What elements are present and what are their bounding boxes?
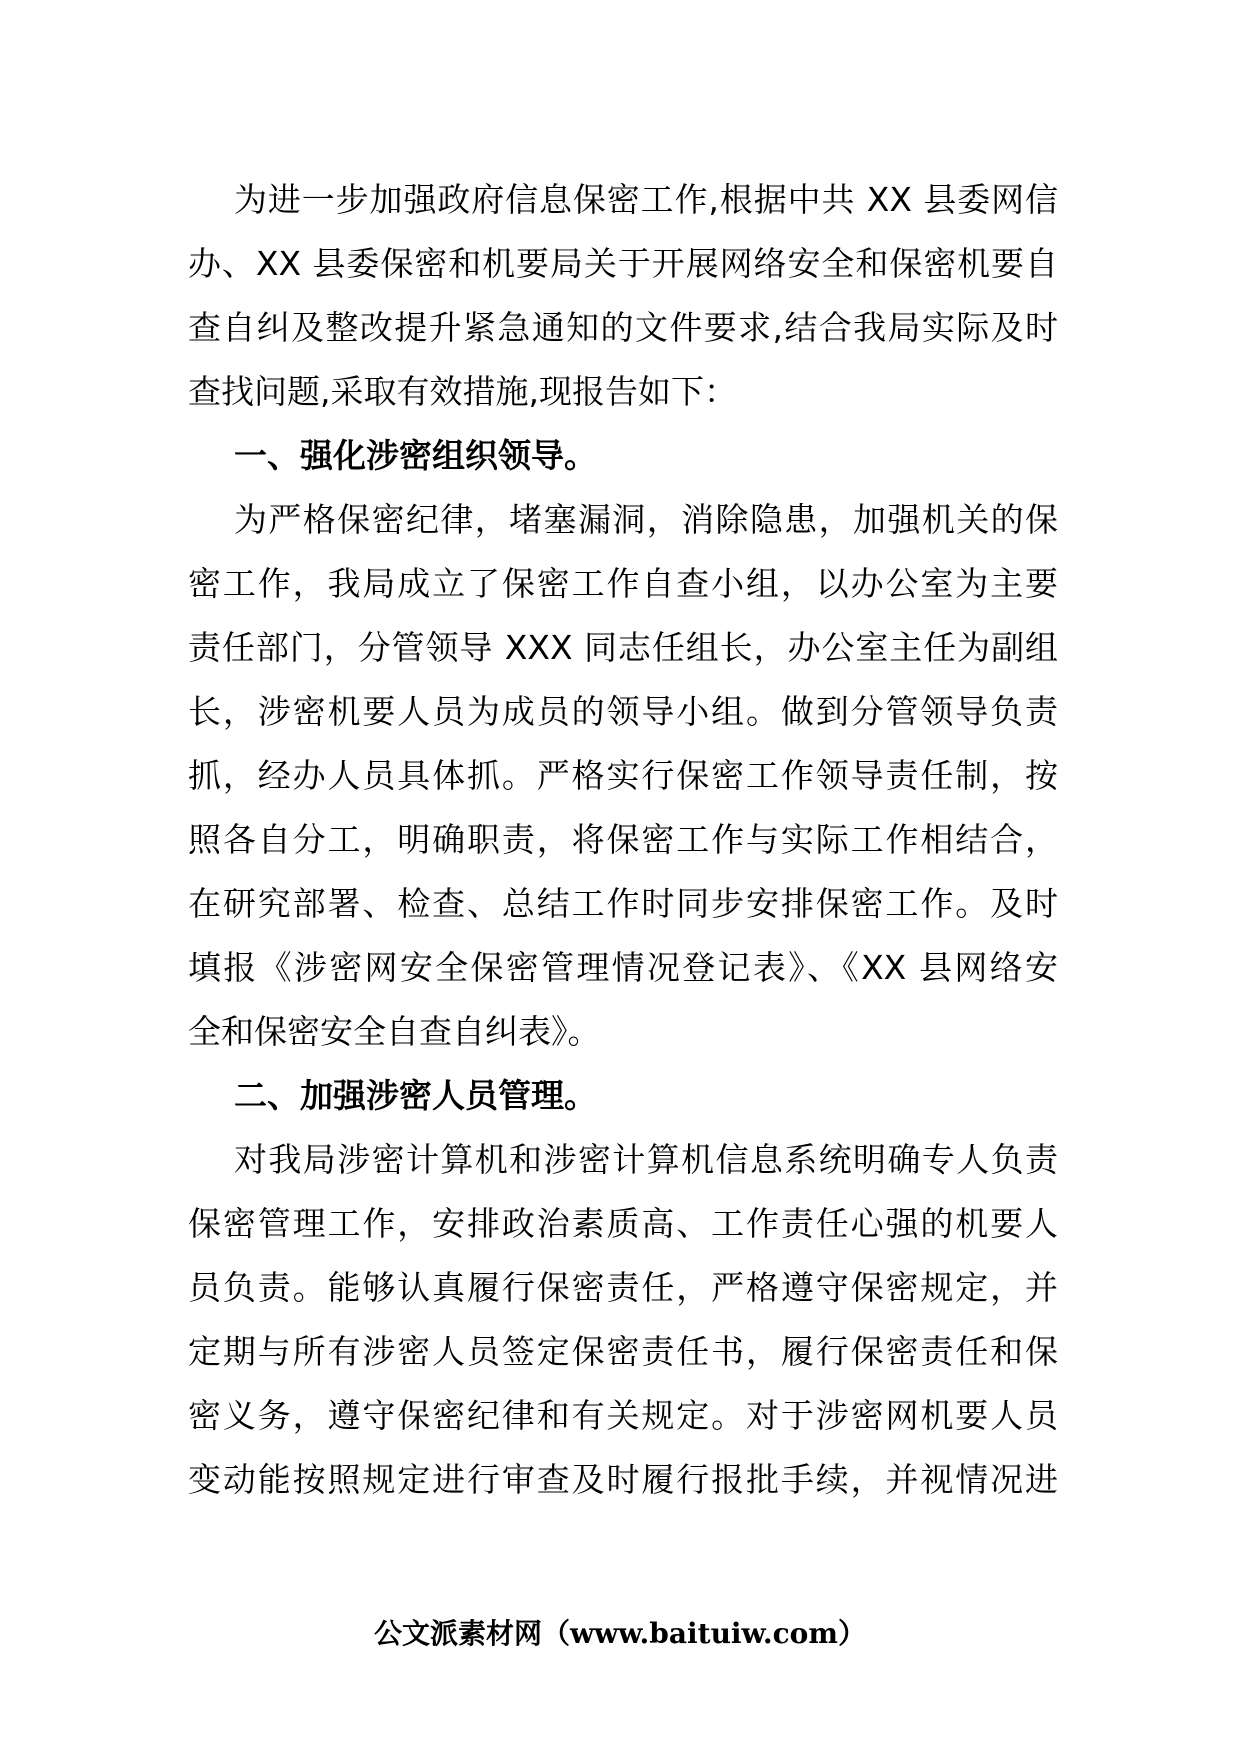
text-line: 填报《涉密网安全保密管理情况登记表》、《XX 县网络安 — [188, 948, 1058, 987]
text-line: 员负责。能够认真履行保密责任，严格遵守保密规定，并 — [188, 1268, 1058, 1307]
document-body — [188, 168, 1058, 1512]
paragraph — [188, 1128, 1058, 1512]
text-line: 长，涉密机要人员为成员的领导小组。做到分管领导负责 — [188, 692, 1058, 731]
footer-watermark-text: 公文派素材网（www.baituiw.com） — [374, 1617, 866, 1650]
text-line: 变动能按照规定进行审查及时履行报批手续，并视情况进 — [188, 1460, 1058, 1499]
text-line: 保密管理工作，安排政治素质高、工作责任心强的机要人 — [188, 1204, 1058, 1243]
section-heading — [188, 424, 1058, 488]
text-line: 对我局涉密计算机和涉密计算机信息系统明确专人负责 — [234, 1140, 1058, 1179]
text-line: 为进一步加强政府信息保密工作,根据中共 XX 县委网信 — [234, 180, 1058, 219]
text-line: 查找问题,采取有效措施,现报告如下： — [188, 372, 737, 411]
text-line: 查自纠及整改提升紧急通知的文件要求,结合我局实际及时 — [188, 308, 1058, 347]
heading-text: 二、加强涉密人员管理。 — [234, 1076, 597, 1115]
text-line: 办、XX 县委保密和机要局关于开展网络安全和保密机要自 — [188, 244, 1058, 283]
text-line: 定期与所有涉密人员签定保密责任书，履行保密责任和保 — [188, 1332, 1058, 1371]
text-line: 密义务，遵守保密纪律和有关规定。对于涉密网机要人员 — [188, 1396, 1058, 1435]
section-heading — [188, 1064, 1058, 1128]
text-line: 责任部门，分管领导 XXX 同志任组长，办公室主任为副组 — [188, 628, 1058, 667]
paragraph — [188, 488, 1058, 1064]
text-line: 在研究部署、检查、总结工作时同步安排保密工作。及时 — [188, 884, 1058, 923]
text-line: 全和保密安全自查自纠表》。 — [188, 1012, 601, 1051]
text-line: 照各自分工，明确职责，将保密工作与实际工作相结合， — [188, 820, 1058, 859]
paragraph — [188, 168, 1058, 424]
text-line: 为严格保密纪律，堵塞漏洞，消除隐患，加强机关的保 — [234, 500, 1058, 539]
text-line: 密工作，我局成立了保密工作自查小组，以办公室为主要 — [188, 564, 1058, 603]
heading-text: 一、强化涉密组织领导。 — [234, 436, 597, 475]
text-line: 抓，经办人员具体抓。严格实行保密工作领导责任制，按 — [188, 756, 1058, 795]
